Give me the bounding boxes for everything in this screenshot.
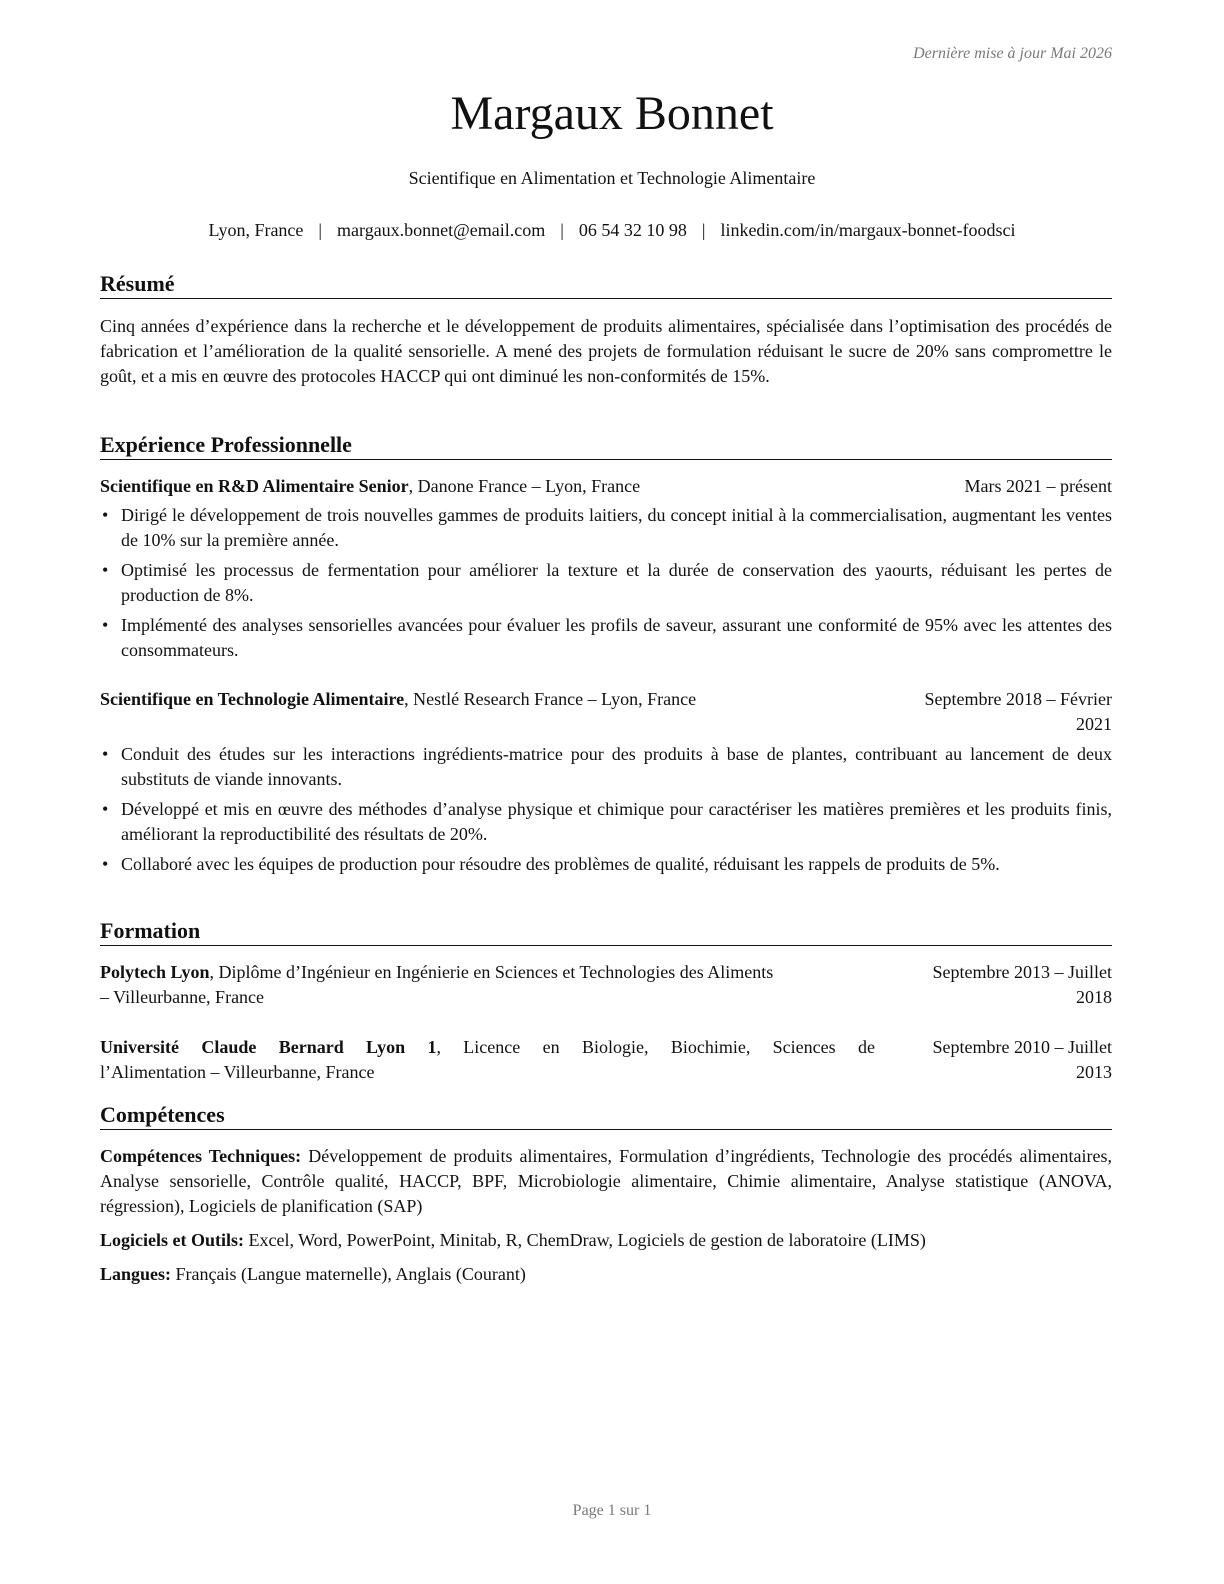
education-details-line1 [100,1035,875,1060]
education-degree: , Licence en Biologie, Biochimie, Sciences de [436,1037,875,1057]
list-item [100,797,1112,847]
education-entry [100,960,1112,1010]
education-location: l’Alimentation – Villeurbanne, France [100,1062,375,1082]
job-title-line [100,687,696,712]
education-dates-line1: Septembre 2013 – Juillet [932,962,1112,982]
job-role: Scientifique en Technologie Alimentaire [100,689,405,709]
bullet-icon: • [102,854,109,874]
summary-text: Cinq années d’expérience dans la recherche et le développement de produits alimentaires, spécialisée dans l’optimisation des procédés de fabrication et l’amélioration de la qualité sensorielle. A mené des projets de formulation réduisant le sucre de 20% sans compromettre le goût, et a mis en œuvre des protocoles HACCP qui ont diminué les non-conformités de 15%. [100,316,1112,386]
education-school: Université Claude Bernard Lyon 1 [100,1037,437,1057]
skill-group-software [100,1228,1112,1253]
education-details [100,960,890,1010]
skill-label: Logiciels et Outils: [100,1230,244,1250]
list-item [100,613,1112,663]
bullet-text: Optimisé les processus de fermentation pour améliorer la texture et la durée de conservation des yaourts, réduisant les pertes de production de 8%. [121,560,1112,605]
skill-label: Compétences Techniques: [100,1146,302,1166]
contact-separator: | [560,220,564,240]
education-school: Polytech Lyon [100,962,210,982]
education-dates-line2: 2018 [1076,987,1112,1007]
list-item [100,503,1112,553]
section-heading-experience: Expérience Professionnelle [100,432,1112,460]
job-bullets [100,503,1112,668]
skill-value: Français (Langue maternelle), Anglais (Courant) [171,1264,526,1284]
bullet-icon: • [102,615,109,635]
section-heading-skills: Compétences [100,1102,1112,1130]
job-title-line [100,474,640,499]
candidate-name: Margaux Bonnet [450,87,774,140]
education-location: – Villeurbanne, France [100,987,265,1007]
skill-group-technical [100,1144,1112,1219]
skill-group-languages [100,1262,1112,1287]
contact-separator: | [701,220,706,240]
page-number: Page 1 sur 1 [572,1502,652,1519]
job-bullets [100,742,1112,882]
bullet-text: Collaboré avec les équipes de production pour résoudre des problèmes de qualité, réduisant les rappels de produits de 5%. [121,854,1000,874]
section-heading-summary: Résumé [100,271,1112,299]
contact-line [0,220,1224,241]
contact-phone: 06 54 32 10 98 [578,220,687,240]
list-item [100,852,1112,877]
skill-label: Langues: [100,1264,172,1284]
list-item [100,558,1112,608]
bullet-icon: • [102,505,109,525]
job-header [100,687,1112,737]
bullet-text: Implémenté des analyses sensorielles avancées pour évaluer les profils de saveur, assurant une conformité de 95% avec les attentes des consommateurs. [121,615,1112,660]
bullet-icon: • [102,744,109,764]
job-dates-line1: Septembre 2018 – Février [924,689,1112,709]
bullet-text: Dirigé le développement de trois nouvelles gammes de produits laitiers, du concept initial à la commercialisation, augmentant les ventes de 10% sur la première année. [121,505,1112,550]
education-degree: , Diplôme d’Ingénieur en Ingénierie en Sciences et Technologies des Aliments [209,962,774,982]
skill-value: Développement de produits alimentaires, Formulation d’ingrédients, Technologie des procédés alimentaires, Analyse sensorielle, Contrôle qualité, HACCP, BPF, Microbiologie alimentaire, Chimie alimentaire, Analyse statistique (ANOVA, régression), Logiciels de planification (SAP) [100,1146,1113,1216]
contact-email[interactable]: margaux.bonnet@email.com [337,220,546,240]
job-role: Scientifique en R&D Alimentaire Senior [100,476,409,496]
bullet-icon: • [102,799,109,819]
job-dates-line2: 2021 [1076,714,1112,734]
job-header [100,474,1112,499]
job-dates: Mars 2021 – présent [964,476,1112,496]
contact-location: Lyon, France [208,220,304,240]
education-dates-line1: Septembre 2010 – Juillet [932,1037,1112,1057]
bullet-text: Développé et mis en œuvre des méthodes d’analyse physique et chimique pour caractériser les matières premières et les produits finis, améliorant la reproductibilité des résultats de 20%. [121,799,1112,844]
candidate-title: Scientifique en Alimentation et Technologie Alimentaire [408,168,816,188]
job-org: , Danone France – Lyon, France [408,476,641,496]
education-dates-line2: 2013 [1076,1062,1112,1082]
list-item [100,742,1112,792]
job-org: , Nestlé Research France – Lyon, France [404,689,697,709]
bullet-text: Conduit des études sur les interactions ingrédients-matrice pour des produits à base de plantes, contribuant au lancement de deux substituts de viande innovants. [121,744,1112,789]
education-dates [933,1035,1112,1085]
contact-separator: | [318,220,323,240]
job-dates [925,687,1112,737]
last-updated: Dernière mise à jour Mai 2026 [913,45,1112,62]
contact-linkedin[interactable]: linkedin.com/in/margaux-bonnet-foodsci [720,220,1016,240]
education-dates [933,960,1112,1010]
section-heading-education: Formation [100,918,1112,946]
skill-value: Excel, Word, PowerPoint, Minitab, R, ChemDraw, Logiciels de gestion de laboratoire (LIMS) [243,1230,926,1250]
education-entry [100,1035,1112,1085]
bullet-icon: • [102,560,109,580]
